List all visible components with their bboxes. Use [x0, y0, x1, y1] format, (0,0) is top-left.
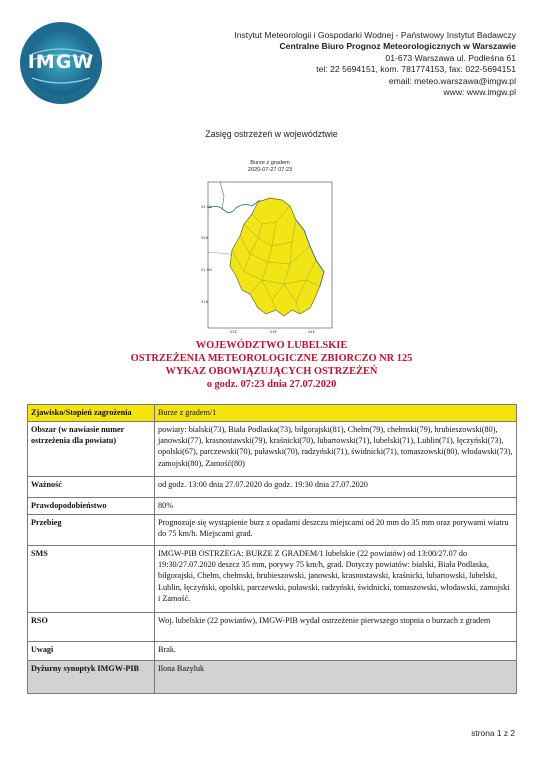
- map-caption-date: 2020-07-27 07:23: [247, 167, 293, 173]
- table-row: [28, 661, 517, 694]
- probability-value: 80%: [155, 498, 517, 515]
- header-institute: Instytut Meteorologii i Gospodarki Wodnej - Państwowy Instytut Badawczy: [234, 30, 516, 40]
- phenomenon-label: Zjawisko/Stopień zagrożenia: [28, 405, 155, 422]
- table-row: [28, 422, 517, 477]
- institute-header: [234, 30, 516, 98]
- map-lat-label: 51N: [201, 300, 209, 304]
- map-graphic: [200, 176, 340, 336]
- sms-label: SMS: [28, 546, 155, 613]
- probability-label: Prawdopodobieństwo: [28, 498, 155, 515]
- warning-title-time: o godz. 07:23 dnia 27.07.2020: [206, 379, 337, 390]
- header-phone: tel: 22 5694151, kom. 781774153, fax: 022-5694151: [316, 64, 516, 75]
- warning-table: [27, 404, 517, 694]
- validity-value: od godz. 13:00 dnia 27.07.2020 do godz. 19:30 dnia 27.07.2020: [155, 477, 517, 498]
- duty-label: Dyżurny synoptyk IMGW-PIB: [28, 661, 155, 694]
- area-value: powiaty: bialski(73), Biała Podlaska(73), biłgorajski(81), Chełm(79), chełmski(79), hrubieszowski(80), janowski(77), krasnostawski(79), kraśnicki(70), lubartowski(71), lubelski(71), Lublin(71), łęczyński(73), opolski(67), parczewski(70), puławski(70), radzyński(71), świdnicki(71), tomaszowski(80), włodawski(73), zamojski(80), Zamość(80): [155, 422, 517, 477]
- rso-value: Woj. lubelskie (22 powiatów), IMGW-PIB wydał ostrzeżenie pierwszego stopnia o burzach z gradem: [155, 613, 517, 642]
- table-row: [28, 405, 517, 422]
- warning-map: [200, 160, 340, 336]
- phenomenon-value: Burze z gradem/1: [155, 405, 517, 422]
- course-value: Prognozuje się wystąpienie burz z opadami deszczu miejscami od 20 mm do 35 mm oraz porywami wiatru do 75 km/h. Miejscami grad.: [155, 515, 517, 546]
- table-row: [28, 498, 517, 515]
- area-label: Obszar (w nawiasie numer ostrzeżenia dla powiatu): [28, 422, 155, 477]
- map-lon-label: 22E: [230, 330, 237, 334]
- table-row: [28, 515, 517, 546]
- imgw-logo: [18, 20, 104, 106]
- table-row: [28, 546, 517, 613]
- map-lat-label: 51.5N: [201, 268, 212, 272]
- validity-label: Ważność: [28, 477, 155, 498]
- map-caption-phenomenon: Burze z gradem: [250, 160, 290, 166]
- table-row: [28, 613, 517, 642]
- warning-title-list: WYKAZ OBOWIĄZUJĄCYCH OSTRZEŻEŃ: [165, 366, 378, 377]
- warning-title-region: WOJEWÓDZTWO LUBELSKIE: [195, 340, 348, 351]
- map-lon-label: 24E: [308, 330, 315, 334]
- map-lat-label: 52.5N: [201, 205, 212, 209]
- page-number: strona 1 z 2: [471, 728, 515, 738]
- duty-value: Ilona Bazyluk: [155, 661, 517, 694]
- warning-title-number: OSTRZEŻENIA METEOROLOGICZNE ZBIORCZO NR 125: [130, 353, 413, 364]
- warning-title: [27, 339, 516, 391]
- course-label: Przebieg: [28, 515, 155, 546]
- map-lon-label: 23E: [270, 330, 277, 334]
- map-caption: [200, 160, 340, 174]
- table-row: [28, 642, 517, 661]
- table-row: [28, 477, 517, 498]
- sms-value: IMGW-PIB OSTRZEGA: BURZE Z GRADEM/1 lubelskie (22 powiatów) od 13:00/27.07 do 19:30/27.07.2020 deszcz 35 mm, porywy 75 km/h, grad. Dotyczy powiatów: bialski, Biała Podlaska, biłgorajski, Chełm, chełmski, hrubieszowski, janowski, krasnostawski, kraśnicki, lubartowski, lubelski, Lublin, łęczyński, opolski, parczewski, puławski, radzyński, świdnicki, tomaszowski, włodawski, zamojski i Zamość.: [155, 546, 517, 613]
- section-title: Zasięg ostrzeżeń w województwie: [205, 129, 338, 139]
- header-bureau: Centralne Biuro Prognoz Meteorologicznych w Warszawie: [279, 41, 516, 52]
- header-www: www: www.imgw.pl: [443, 87, 516, 98]
- remarks-value: Brak.: [155, 642, 517, 661]
- header-address: 01-673 Warszawa ul. Podleśna 61: [385, 52, 516, 63]
- map-lat-label: 52N: [201, 236, 209, 240]
- rso-label: RSO: [28, 613, 155, 642]
- logo-text: IMGW: [27, 51, 95, 73]
- header-email: email: meteo.warszawa@imgw.pl: [388, 75, 516, 86]
- remarks-label: Uwagi: [28, 642, 155, 661]
